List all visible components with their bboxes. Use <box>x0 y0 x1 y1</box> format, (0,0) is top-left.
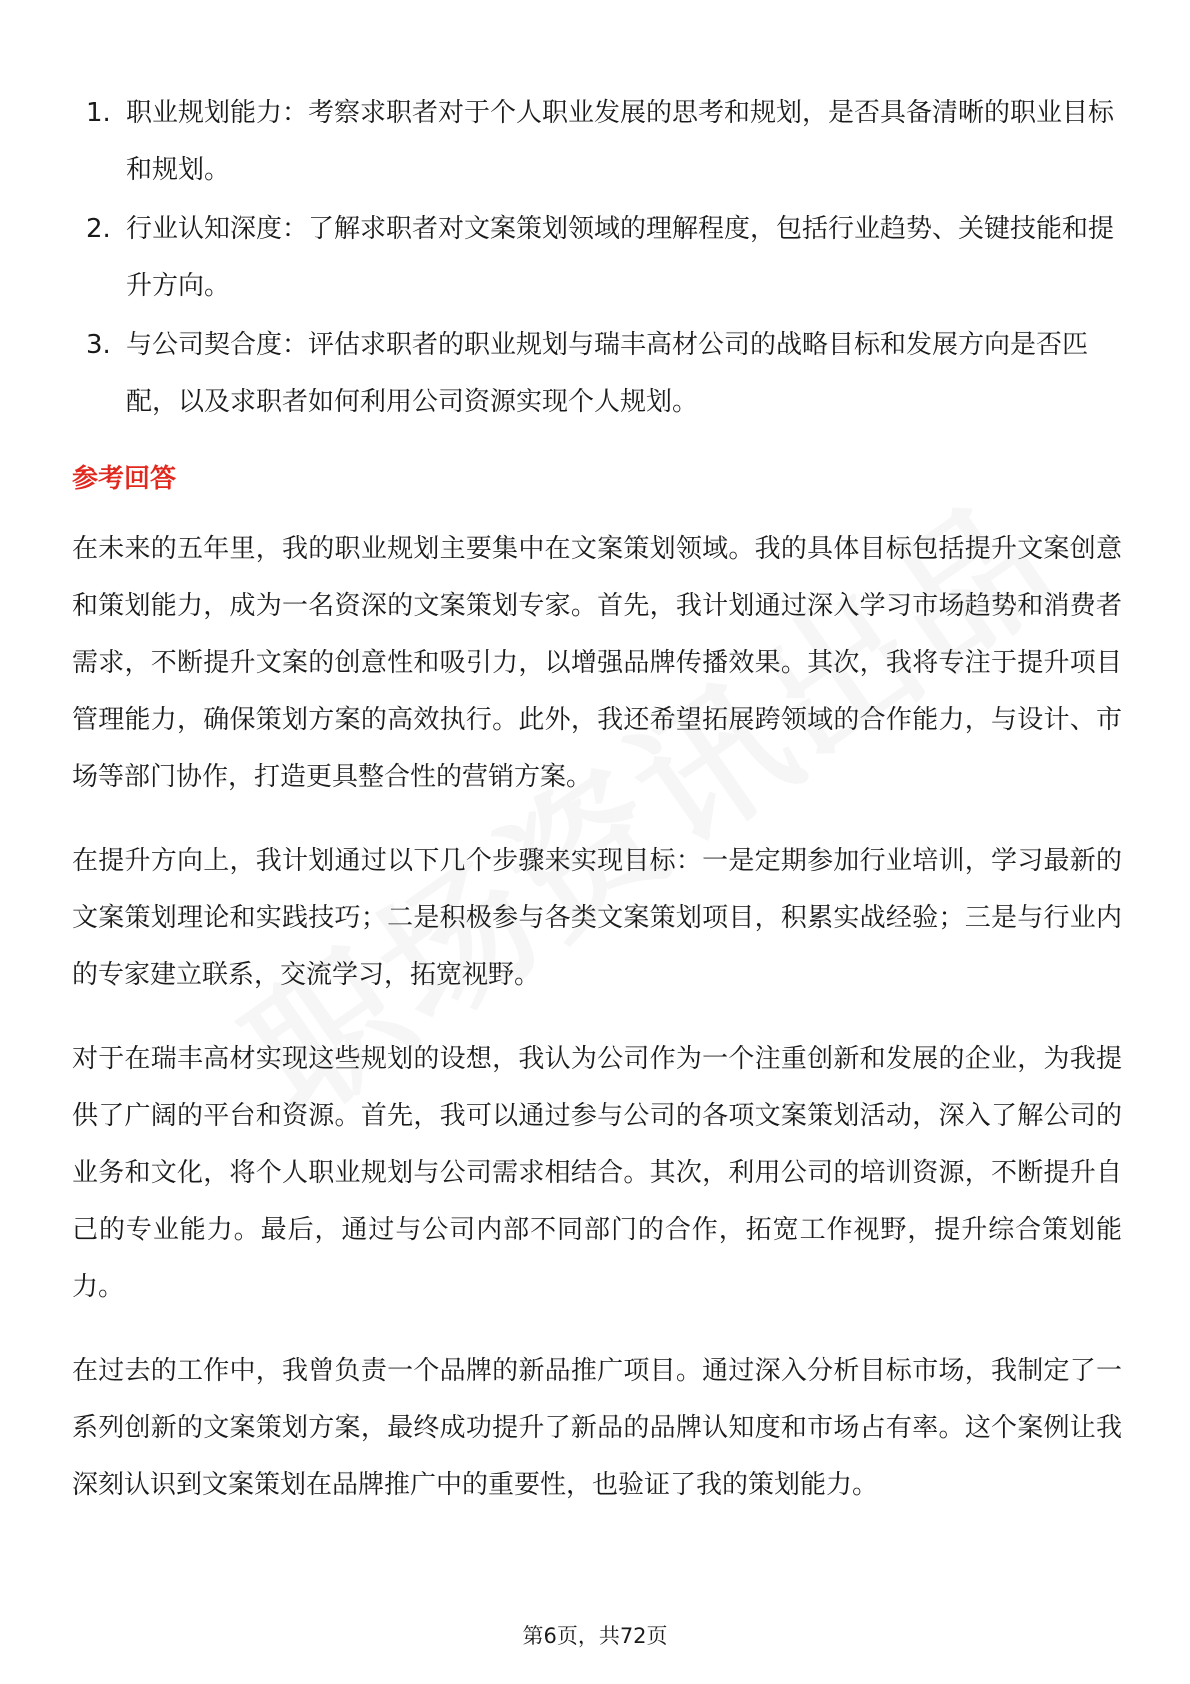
evaluation-criteria-list <box>72 85 1122 431</box>
page-number-footer: 第6页，共72页 <box>522 1624 668 1648</box>
list-item <box>72 201 1122 315</box>
list-item-text: 与公司契合度：评估求职者的职业规划与瑞丰高材公司的战略目标和发展方向是否匹配，以及求职者如何利用公司资源实现个人规划。 <box>126 330 1089 417</box>
list-number: 1. <box>86 98 111 128</box>
list-item-text: 职业规划能力：考察求职者对于个人职业发展的思考和规划，是否具备清晰的职业目标和规划。 <box>126 98 1115 185</box>
list-item <box>72 85 1122 199</box>
list-number: 2. <box>86 214 111 244</box>
page-content <box>72 85 1122 1541</box>
list-item-text: 行业认知深度：了解求职者对文案策划领域的理解程度，包括行业趋势、关键技能和提升方向。 <box>126 214 1115 301</box>
list-item <box>72 317 1122 431</box>
answer-paragraph: 在过去的工作中，我曾负责一个品牌的新品推广项目。通过深入分析目标市场，我制定了一系列创新的文案策划方案，最终成功提升了新品的品牌认知度和市场占有率。这个案例让我深刻认识到文案策划在品牌推广中的重要性，也验证了我的策划能力。 <box>72 1356 1122 1500</box>
list-number: 3. <box>86 330 111 360</box>
answer-paragraph: 在未来的五年里，我的职业规划主要集中在文案策划领域。我的具体目标包括提升文案创意和策划能力，成为一名资深的文案策划专家。首先，我计划通过深入学习市场趋势和消费者需求，不断提升文案的创意性和吸引力，以增强品牌传播效果。其次，我将专注于提升项目管理能力，确保策划方案的高效执行。此外，我还希望拓展跨领域的合作能力，与设计、市场等部门协作，打造更具整合性的营销方案。 <box>72 534 1122 792</box>
answer-paragraph: 对于在瑞丰高材实现这些规划的设想，我认为公司作为一个注重创新和发展的企业，为我提供了广阔的平台和资源。首先，我可以通过参与公司的各项文案策划活动，深入了解公司的业务和文化，将个人职业规划与公司需求相结合。其次，利用公司的培训资源，不断提升自己的专业能力。最后，通过与公司内部不同部门的合作，拓宽工作视野，提升综合策划能力。 <box>72 1044 1122 1302</box>
section-heading: 参考回答 <box>72 464 177 494</box>
answer-paragraph: 在提升方向上，我计划通过以下几个步骤来实现目标：一是定期参加行业培训，学习最新的文案策划理论和实践技巧；二是积极参与各类文案策划项目，积累实战经验；三是与行业内的专家建立联系，交流学习，拓宽视野。 <box>72 846 1122 990</box>
